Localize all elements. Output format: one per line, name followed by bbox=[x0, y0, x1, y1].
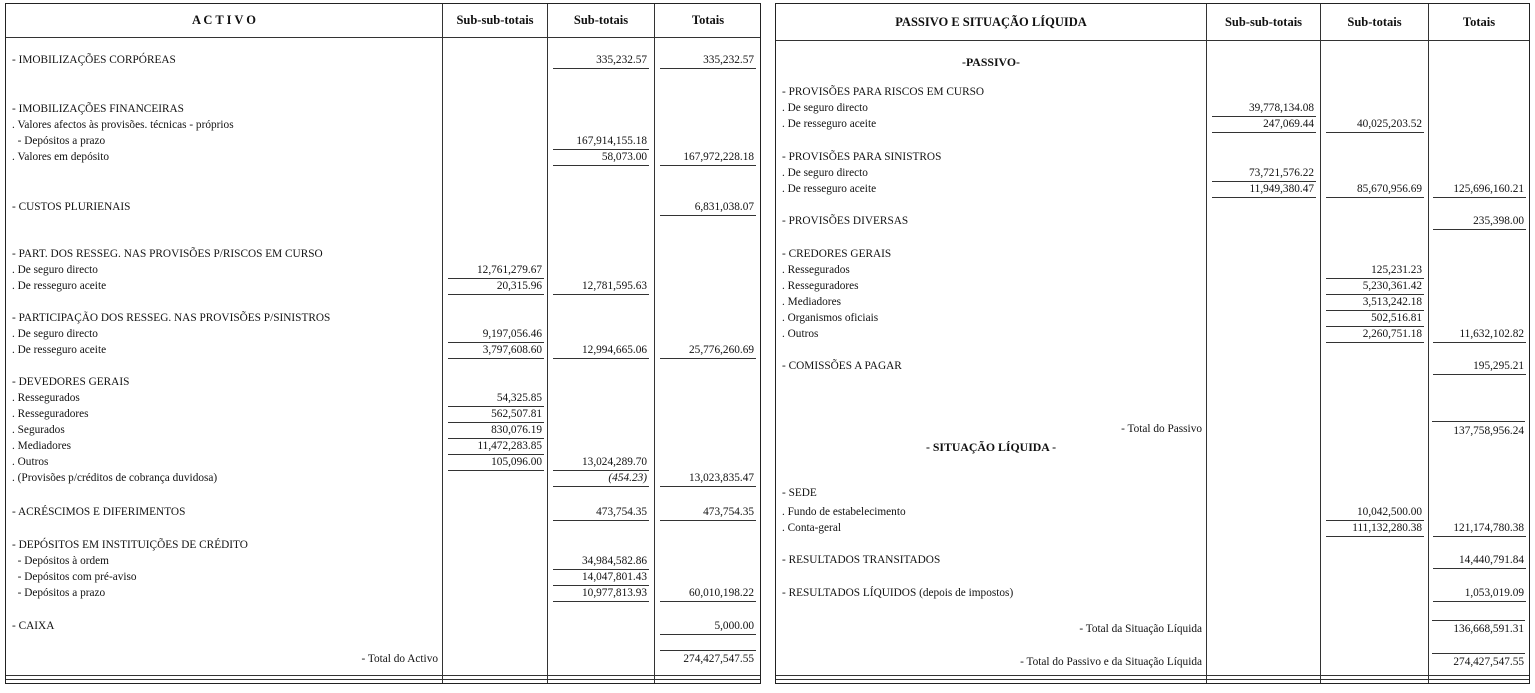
activo-value-c2: 12,781,595.63 bbox=[582, 280, 647, 292]
activo-row-label: . Valores em depósito bbox=[12, 151, 110, 163]
passivo-value-c2: 10,042,500.00 bbox=[1357, 506, 1422, 518]
activo-row-label: . De resseguro aceite bbox=[12, 280, 107, 292]
activo-row-label: . De resseguro aceite bbox=[12, 344, 107, 356]
passivo-value-c2: 85,670,956.69 bbox=[1357, 183, 1422, 195]
activo-value-c1: 105,096.00 bbox=[491, 456, 542, 468]
activo-row-label: . Resseguradores bbox=[12, 408, 89, 420]
passivo-row-label: . De seguro directo bbox=[782, 167, 868, 179]
activo-value-c1: 562,507.81 bbox=[491, 408, 542, 420]
passivo-row-label: . Resseguradores bbox=[782, 280, 859, 292]
activo-row-label: - Depósitos a prazo bbox=[12, 587, 106, 599]
activo-row-label: - Depósitos a prazo bbox=[12, 135, 106, 147]
activo-value-c3: 25,776,260.69 bbox=[689, 344, 754, 356]
col-totais: Totais bbox=[1462, 14, 1496, 29]
passivo-value-c2: 40,025,203.52 bbox=[1357, 118, 1422, 130]
activo-row-label: - CAIXA bbox=[12, 620, 55, 632]
passivo-value-c3: 195,295.21 bbox=[1473, 360, 1524, 372]
passivo-row-label: . Fundo de estabelecimento bbox=[782, 506, 906, 518]
activo-value-c3: 335,232.57 bbox=[703, 54, 754, 66]
activo-value-c2: 335,232.57 bbox=[596, 54, 647, 66]
activo-row-label: - PART. DOS RESSEG. NAS PROVISÕES P/RISCOS EM CURSO bbox=[12, 248, 323, 260]
activo-row-label: . Valores afectos às provisões. técnicas - próprios bbox=[12, 119, 234, 131]
col-sub-totais: Sub-totais bbox=[1347, 14, 1402, 29]
passivo-value-c2: 2,260,751.18 bbox=[1362, 328, 1422, 340]
total-geral-label: - Total do Passivo e da Situação Líquida bbox=[1020, 656, 1202, 668]
section-situacao-liquida: - SITUAÇÃO LÍQUIDA - bbox=[925, 440, 1057, 454]
passivo-value-c3: 11,632,102.82 bbox=[1459, 328, 1524, 340]
activo-value-c3: 6,831,038.07 bbox=[694, 201, 754, 213]
activo-row-label: - CUSTOS PLURIENAIS bbox=[12, 201, 131, 213]
passivo-row-label: . Mediadores bbox=[782, 296, 841, 308]
activo-value-c2: 13,024,289.70 bbox=[582, 456, 647, 468]
activo-value-c1: 9,197,056.46 bbox=[482, 328, 542, 340]
passivo-value-c1: 73,721,576.22 bbox=[1249, 167, 1314, 179]
passivo-row-label: - CREDORES GERAIS bbox=[782, 248, 892, 260]
activo-row-label: - DEVEDORES GERAIS bbox=[12, 376, 130, 388]
passivo-row-label: - RESULTADOS LÍQUIDOS (depois de impostos) bbox=[782, 587, 1014, 599]
activo-row-label: - IMOBILIZAÇÕES CORPÓREAS bbox=[12, 54, 176, 66]
activo-value-c3: 5,000.00 bbox=[714, 620, 754, 632]
activo-value-c2: 34,984,582.86 bbox=[582, 555, 647, 567]
passivo-value-c1: 39,778,134.08 bbox=[1249, 102, 1314, 114]
passivo-row-label: . De seguro directo bbox=[782, 102, 868, 114]
passivo-value-c3: 14,440,791.84 bbox=[1459, 554, 1524, 566]
passivo-row-label: . De resseguro aceite bbox=[782, 118, 877, 130]
col-totais: Totais bbox=[691, 13, 725, 27]
passivo-value-c1: 11,949,380.47 bbox=[1249, 183, 1314, 195]
activo-row-label: - ACRÉSCIMOS E DIFERIMENTOS bbox=[12, 506, 186, 518]
activo-row-label: . Ressegurados bbox=[12, 392, 80, 404]
col-sub-totais: Sub-totais bbox=[573, 13, 629, 27]
total-activo-value: 274,427,547.55 bbox=[683, 653, 754, 665]
activo-value-c3: 473,754.35 bbox=[703, 506, 754, 518]
passivo-row-label: . Outros bbox=[782, 328, 819, 340]
passivo-row-label: . Organismos oficiais bbox=[782, 312, 879, 324]
total-passivo-value: 137,758,956.24 bbox=[1453, 425, 1524, 437]
total-situacao-liquida-label: - Total da Situação Líquida bbox=[1079, 623, 1202, 635]
activo-value-c1: 12,761,279.67 bbox=[477, 264, 542, 276]
activo-value-c3: 13,023,835.47 bbox=[689, 472, 754, 484]
activo-value-c1: 54,325.85 bbox=[496, 392, 542, 404]
passivo-value-c2: 111,132,280.38 bbox=[1352, 522, 1422, 534]
activo-value-c2: 58,073.00 bbox=[601, 151, 647, 163]
activo-value-c1: 20,315.96 bbox=[496, 280, 542, 292]
activo-value-c2: 473,754.35 bbox=[596, 506, 647, 518]
passivo-row-label: . De resseguro aceite bbox=[782, 183, 877, 195]
passivo-row-label: - PROVISÕES PARA RISCOS EM CURSO bbox=[782, 86, 985, 98]
activo-value-c1: 11,472,283.85 bbox=[477, 440, 542, 452]
passivo-row-label: - RESULTADOS TRANSITADOS bbox=[782, 554, 941, 566]
passivo-value-c2: 125,231.23 bbox=[1371, 264, 1422, 276]
passivo-row-label: - SEDE bbox=[782, 487, 817, 499]
passivo-value-c2: 3,513,242.18 bbox=[1362, 296, 1422, 308]
activo-value-c3: 60,010,198.22 bbox=[689, 587, 754, 599]
activo-row-label: - Depósitos à ordem bbox=[12, 555, 109, 567]
activo-value-c3: 167,972,228.18 bbox=[683, 151, 754, 163]
activo-value-c1: 830,076.19 bbox=[491, 424, 542, 436]
activo-row-label: - Depósitos com pré-aviso bbox=[12, 571, 137, 583]
activo-title: A C T I V O bbox=[191, 13, 257, 27]
passivo-value-c3: 235,398.00 bbox=[1473, 215, 1524, 227]
activo-row-label: . De seguro directo bbox=[12, 264, 98, 276]
col-sub-sub-totais: Sub-sub-totais bbox=[1224, 14, 1303, 29]
col-sub-sub-totais: Sub-sub-totais bbox=[456, 13, 534, 27]
activo-value-c2: 167,914,155.18 bbox=[576, 135, 647, 147]
total-activo-label: - Total do Activo bbox=[361, 653, 438, 665]
activo-value-c2: 10,977,813.93 bbox=[582, 587, 647, 599]
passivo-row-label: - PROVISÕES PARA SINISTROS bbox=[782, 151, 942, 163]
passivo-row-label: . Ressegurados bbox=[782, 264, 850, 276]
activo-value-c1: 3,797,608.60 bbox=[482, 344, 542, 356]
passivo-title: PASSIVO E SITUAÇÃO LÍQUIDA bbox=[895, 14, 1087, 29]
activo-row-label: . Mediadores bbox=[12, 440, 71, 452]
passivo-row-label: - PROVISÕES DIVERSAS bbox=[782, 215, 909, 227]
activo-value-c2: 12,994,665.06 bbox=[582, 344, 647, 356]
total-passivo-label: - Total do Passivo bbox=[1121, 423, 1202, 435]
passivo-row-label: . Conta-geral bbox=[782, 522, 841, 534]
passivo-value-c2: 502,516.81 bbox=[1371, 312, 1422, 324]
activo-row-label: . Outros bbox=[12, 456, 49, 468]
activo-panel bbox=[5, 3, 761, 684]
activo-row-label: . Segurados bbox=[12, 424, 65, 436]
activo-row-label: - PARTICIPAÇÃO DOS RESSEG. NAS PROVISÕES P/SINISTROS bbox=[12, 312, 331, 324]
section-passivo: -PASSIVO- bbox=[962, 55, 1020, 69]
activo-row-label: . De seguro directo bbox=[12, 328, 98, 340]
activo-value-c2: 14,047,801.43 bbox=[582, 571, 647, 583]
activo-value-c2: (454.23) bbox=[608, 472, 647, 484]
activo-row-label: . (Provisões p/créditos de cobrança duvidosa) bbox=[12, 472, 218, 484]
passivo-row-label: - COMISSÕES A PAGAR bbox=[782, 360, 902, 372]
passivo-value-c3: 121,174,780.38 bbox=[1453, 522, 1524, 534]
passivo-value-c3: 1,053,019.09 bbox=[1464, 587, 1524, 599]
passivo-value-c2: 5,230,361.42 bbox=[1362, 280, 1422, 292]
passivo-value-c1: 247,069.44 bbox=[1263, 118, 1314, 130]
total-geral-value: 274,427,547.55 bbox=[1453, 656, 1524, 668]
activo-row-label: - IMOBILIZAÇÕES FINANCEIRAS bbox=[12, 103, 184, 115]
passivo-panel bbox=[775, 3, 1530, 684]
passivo-value-c3: 125,696,160.21 bbox=[1453, 183, 1524, 195]
activo-row-label: - DEPÓSITOS EM INSTITUIÇÕES DE CRÉDITO bbox=[12, 539, 248, 551]
total-situacao-liquida-value: 136,668,591.31 bbox=[1453, 623, 1524, 635]
